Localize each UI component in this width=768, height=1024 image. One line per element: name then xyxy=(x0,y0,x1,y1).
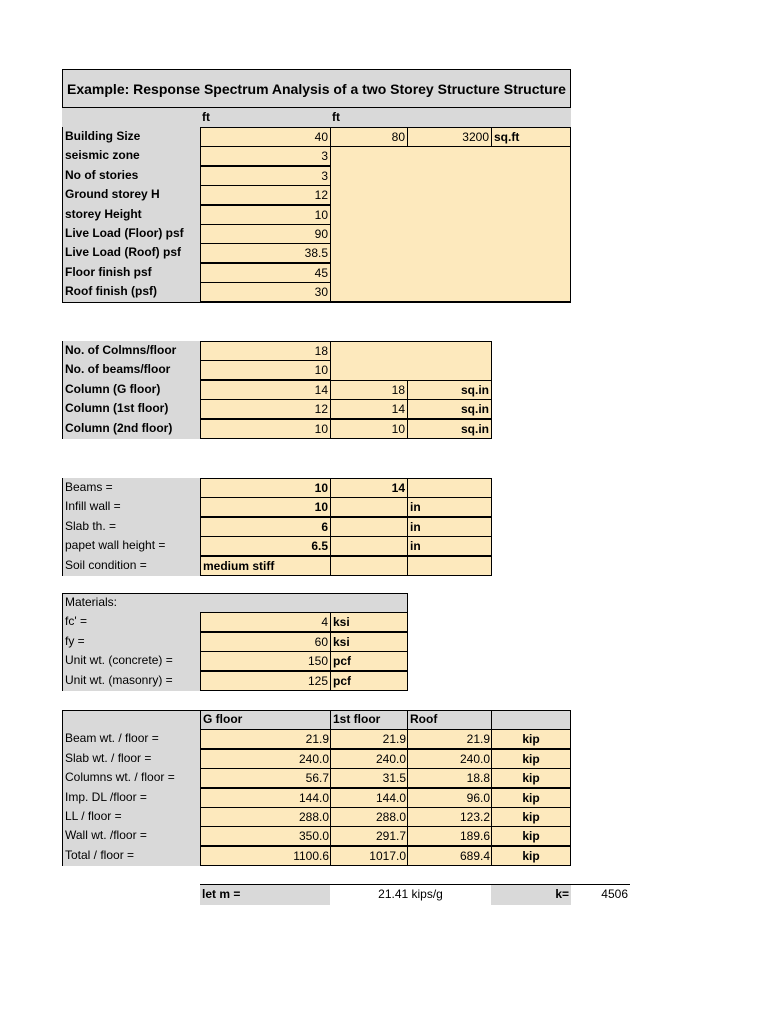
weight-unit: kip xyxy=(491,788,571,808)
building-value: 3 xyxy=(200,146,331,166)
column-value: 10 xyxy=(200,360,331,380)
column-unit: sq.in xyxy=(407,399,492,419)
material-unit: pcf xyxy=(330,671,408,691)
weight-value-g: 350.0 xyxy=(200,826,332,846)
member-label: Infill wall = xyxy=(62,497,201,517)
weights-column-header: Roof xyxy=(407,710,492,730)
weight-value-g: 288.0 xyxy=(200,807,332,827)
building-value: 40 xyxy=(200,127,331,147)
column-value-2: 10 xyxy=(330,419,408,439)
mass-label: let m = xyxy=(200,885,330,905)
member-value: 6.5 xyxy=(200,536,331,556)
member-value: 10 xyxy=(200,497,331,517)
column-value: 18 xyxy=(200,341,331,361)
member-label: Beams = xyxy=(62,478,201,498)
building-empty-area xyxy=(330,146,571,301)
building-value: 30 xyxy=(200,282,331,302)
member-unit xyxy=(407,478,492,498)
weight-label: Total / floor = xyxy=(62,846,201,866)
building-label: Live Load (Roof) psf xyxy=(62,243,201,263)
weight-value-f1: 21.9 xyxy=(330,729,409,749)
weight-value-g: 144.0 xyxy=(200,788,332,808)
member-unit: in xyxy=(407,497,492,517)
member-value-2 xyxy=(330,497,408,517)
material-label: fc' = xyxy=(62,612,201,632)
weight-value-roof: 96.0 xyxy=(407,788,493,808)
weight-value-roof: 689.4 xyxy=(407,846,493,866)
column-label: No. of beams/floor xyxy=(62,360,201,380)
weight-value-roof: 123.2 xyxy=(407,807,493,827)
weight-value-f1: 288.0 xyxy=(330,807,409,827)
building-label: Live Load (Floor) psf xyxy=(62,224,201,244)
weight-label: Imp. DL /floor = xyxy=(62,788,201,808)
weight-value-g: 56.7 xyxy=(200,768,332,788)
building-value: 45 xyxy=(200,263,331,283)
member-value-2: 14 xyxy=(330,478,408,498)
building-label: Building Size xyxy=(62,127,201,147)
weight-value-f1: 291.7 xyxy=(330,826,409,846)
weights-column-header: G floor xyxy=(200,710,331,730)
member-value: medium stiff xyxy=(200,556,331,576)
building-length: 80 xyxy=(330,127,408,147)
member-value: 10 xyxy=(200,478,331,498)
weight-label: Beam wt. / floor = xyxy=(62,729,201,749)
sheet-title: Example: Response Spectrum Analysis of a two Storey Structure Structure xyxy=(62,69,571,108)
material-unit: ksi xyxy=(330,632,408,652)
weight-unit: kip xyxy=(491,729,571,749)
building-value: 3 xyxy=(200,166,331,186)
column-value: 12 xyxy=(200,399,331,419)
material-label: Unit wt. (concrete) = xyxy=(62,651,201,671)
column-label: Column (G floor) xyxy=(62,380,201,400)
k-value: 4506 xyxy=(601,887,628,901)
building-label: No of stories xyxy=(62,166,201,186)
member-value-2 xyxy=(330,517,408,537)
building-area: 3200 xyxy=(407,127,492,147)
weights-column-header: 1st floor xyxy=(330,710,408,730)
materials-header: Materials: xyxy=(65,595,118,609)
column-unit: sq.in xyxy=(407,380,492,400)
mass-row xyxy=(200,884,630,905)
material-label: Unit wt. (masonry) = xyxy=(62,671,201,691)
building-value: 90 xyxy=(200,224,331,244)
column-value-2: 14 xyxy=(330,399,408,419)
mass-value: 21.41 kips/g xyxy=(378,887,443,901)
member-label: Slab th. = xyxy=(62,517,201,537)
weight-unit: kip xyxy=(491,768,571,788)
weight-unit: kip xyxy=(491,807,571,827)
column-label: Column (2nd floor) xyxy=(62,419,201,439)
weight-value-roof: 18.8 xyxy=(407,768,493,788)
weights-header-blank xyxy=(491,710,571,730)
building-label: seismic zone xyxy=(62,146,201,166)
columns-empty-area xyxy=(330,341,492,381)
weight-label: Columns wt. / floor = xyxy=(62,768,201,788)
weight-value-f1: 1017.0 xyxy=(330,846,409,866)
column-value: 10 xyxy=(200,419,331,439)
column-label: No. of Colmns/floor xyxy=(62,341,201,361)
weight-label: LL / floor = xyxy=(62,807,201,827)
member-unit: in xyxy=(407,517,492,537)
weight-label: Wall wt. /floor = xyxy=(62,826,201,846)
member-label: Soil condition = xyxy=(62,556,201,576)
building-label: Ground storey H xyxy=(62,185,201,205)
member-value-2 xyxy=(330,536,408,556)
column-value: 14 xyxy=(200,380,331,400)
member-unit xyxy=(407,556,492,576)
building-label: storey Height xyxy=(62,205,201,225)
unit-label-ft-2: ft xyxy=(332,110,340,124)
k-label: k= xyxy=(491,885,571,905)
weight-unit: kip xyxy=(491,846,571,866)
material-value: 150 xyxy=(200,651,331,671)
weight-value-f1: 31.5 xyxy=(330,768,409,788)
material-label: fy = xyxy=(62,632,201,652)
building-value: 12 xyxy=(200,185,331,205)
weight-unit: kip xyxy=(491,826,571,846)
column-label: Column (1st floor) xyxy=(62,399,201,419)
building-value: 38.5 xyxy=(200,243,331,263)
weight-value-g: 240.0 xyxy=(200,749,332,769)
unit-label-ft-1: ft xyxy=(202,110,210,124)
material-value: 60 xyxy=(200,632,331,652)
member-unit: in xyxy=(407,536,492,556)
member-value: 6 xyxy=(200,517,331,537)
member-label: papet wall height = xyxy=(62,536,201,556)
member-value-2 xyxy=(330,556,408,576)
building-value: 10 xyxy=(200,205,331,225)
column-value-2: 18 xyxy=(330,380,408,400)
material-value: 125 xyxy=(200,671,331,691)
material-unit: ksi xyxy=(330,612,408,632)
material-value: 4 xyxy=(200,612,331,632)
building-area-unit: sq.ft xyxy=(491,127,571,147)
column-unit: sq.in xyxy=(407,419,492,439)
weight-value-g: 1100.6 xyxy=(200,846,332,866)
building-label: Roof finish (psf) xyxy=(62,282,201,302)
material-unit: pcf xyxy=(330,651,408,671)
weight-label: Slab wt. / floor = xyxy=(62,749,201,769)
weight-value-f1: 144.0 xyxy=(330,788,409,808)
units-row xyxy=(62,108,571,127)
weight-value-roof: 21.9 xyxy=(407,729,493,749)
weight-value-roof: 240.0 xyxy=(407,749,493,769)
weight-unit: kip xyxy=(491,749,571,769)
weight-value-g: 21.9 xyxy=(200,729,332,749)
building-label: Floor finish psf xyxy=(62,263,201,283)
weight-value-roof: 189.6 xyxy=(407,826,493,846)
weight-value-f1: 240.0 xyxy=(330,749,409,769)
